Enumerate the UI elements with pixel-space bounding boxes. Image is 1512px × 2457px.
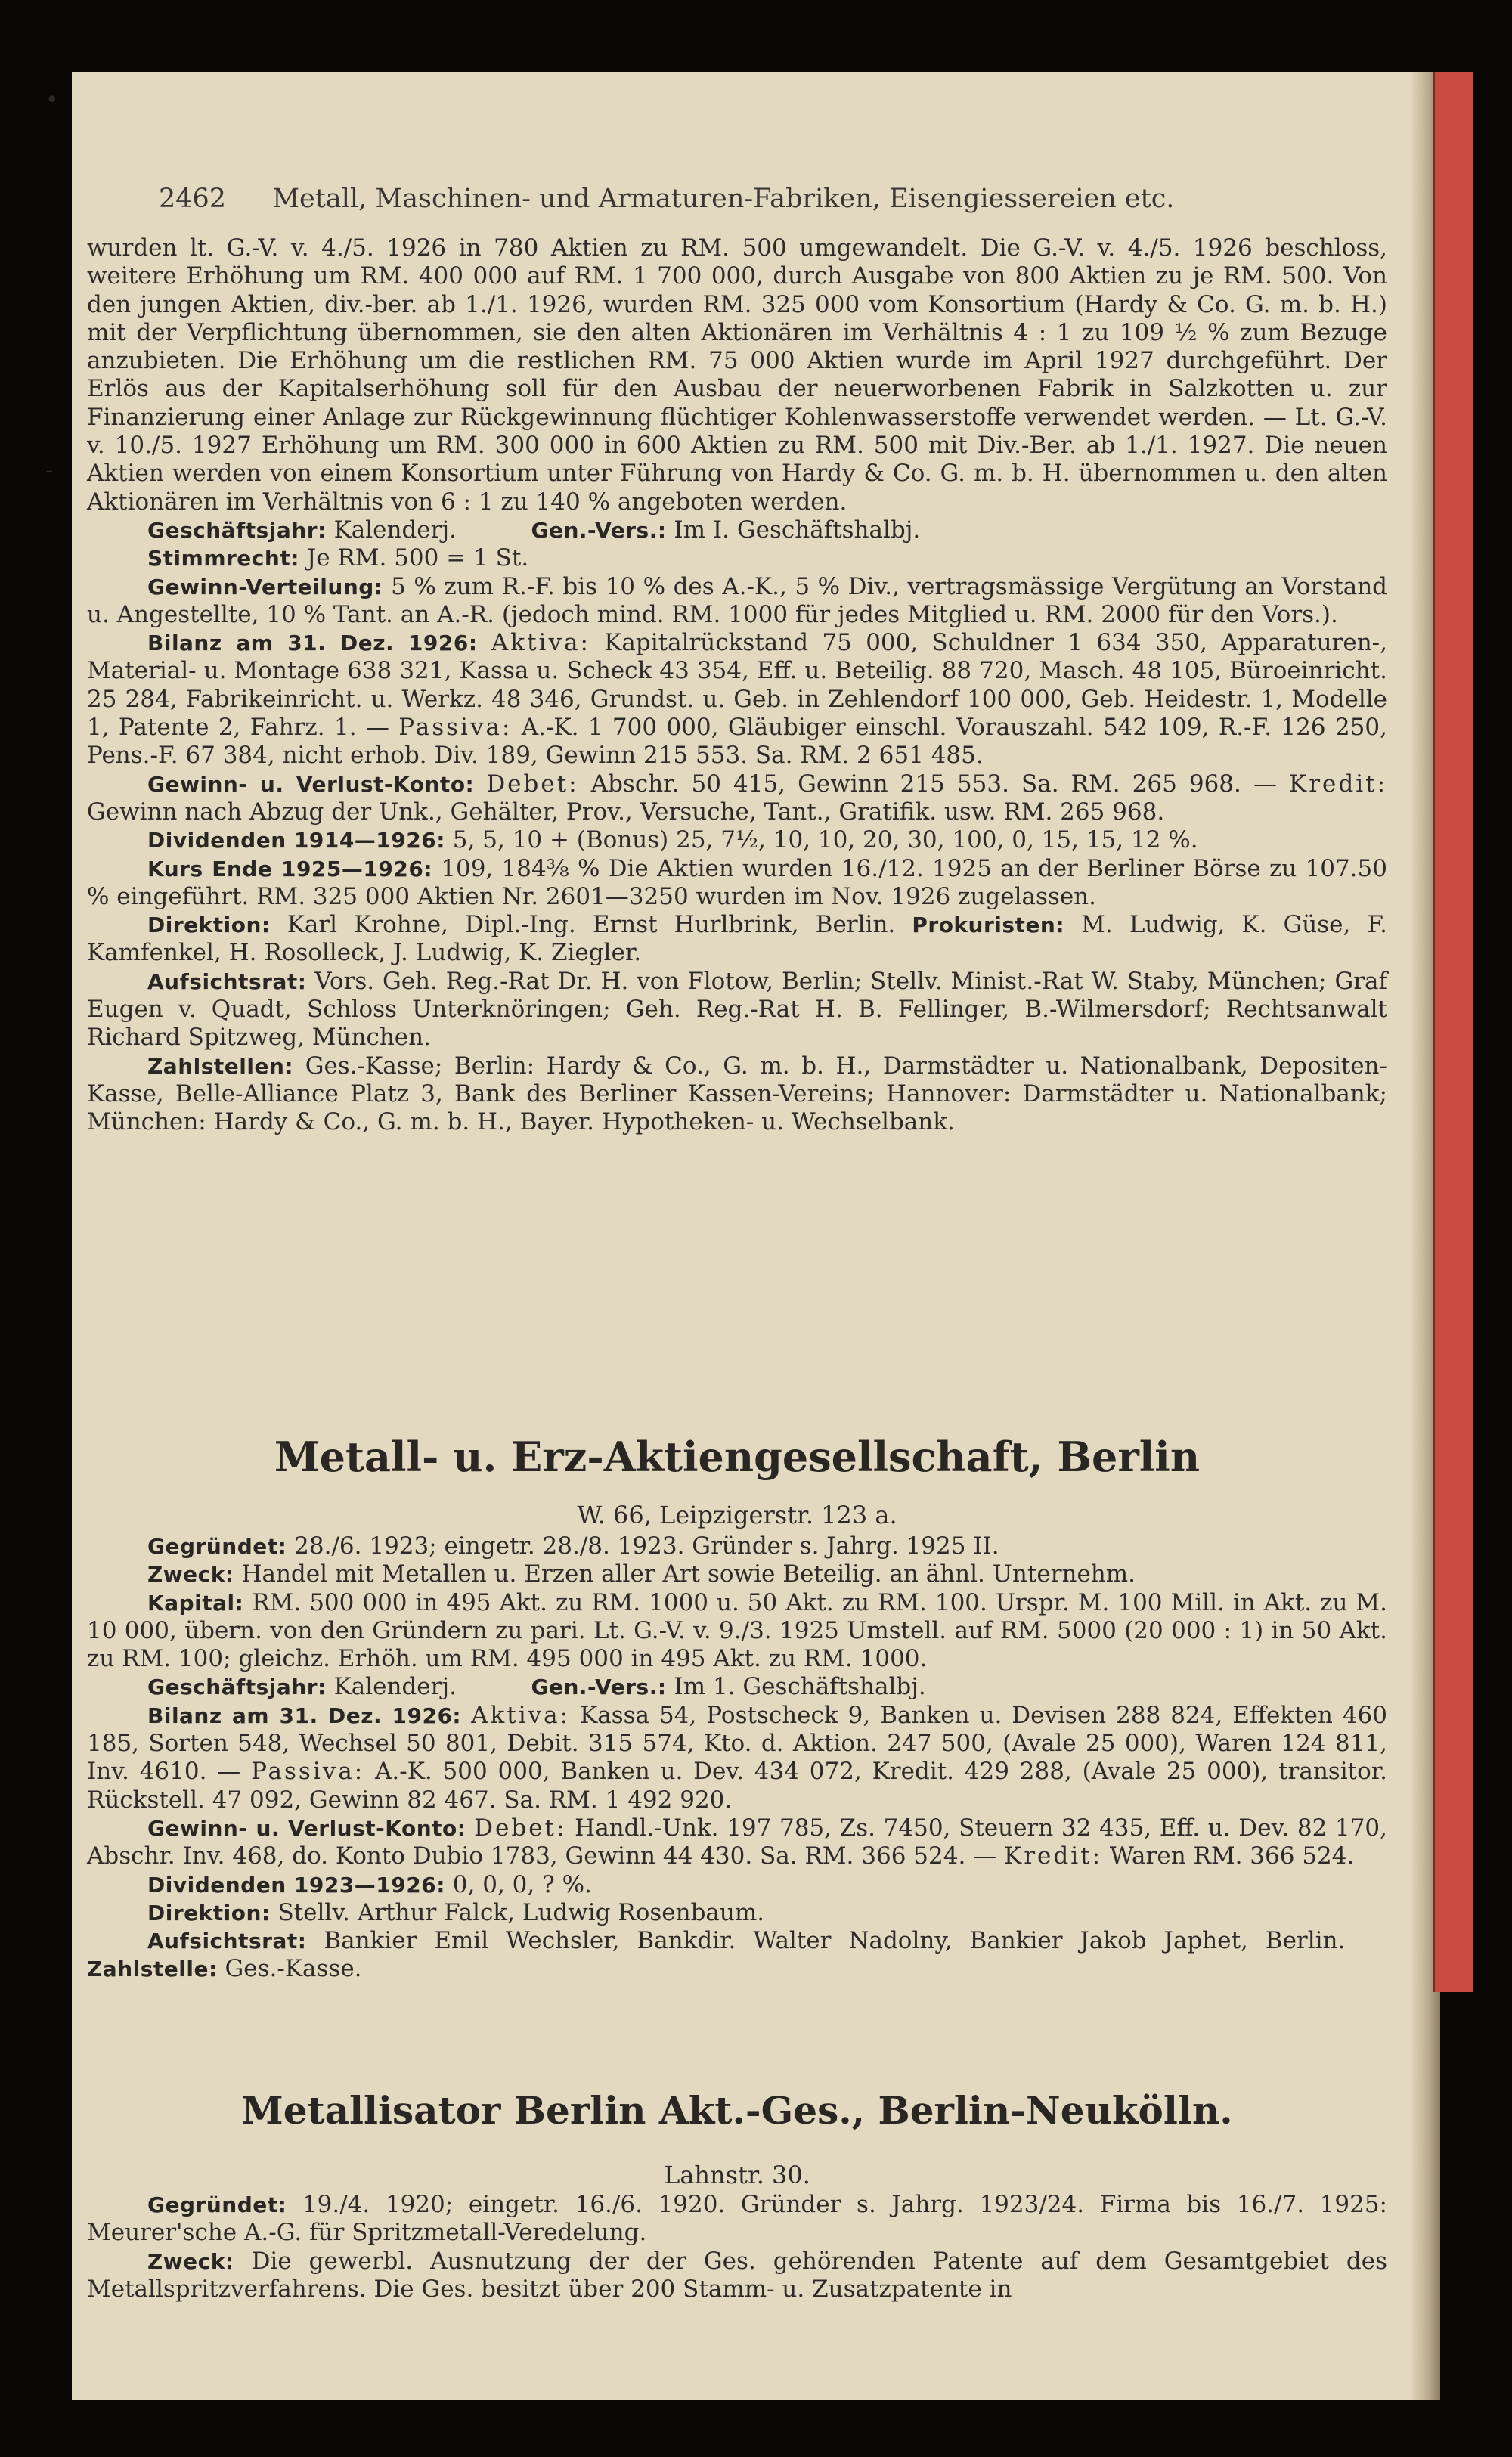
company-address-metallisator: Lahnstr. 30. — [664, 2161, 810, 2189]
red-index-tab — [1433, 72, 1473, 1992]
fiscal-line: Geschäftsjahr: Kalenderj. Gen.-Vers.: Im 1. Geschäftshalbj. — [147, 1673, 926, 1701]
page-number: 2462 — [159, 184, 227, 214]
company-title-metall-erz: Metall- u. Erz-Aktiengesellschaft, Berlin — [274, 1433, 1201, 1481]
capital-paragraph: Kapital: RM. 500 000 in 495 Akt. zu RM. 1000 u. 50 Akt. zu RM. 100. Urspr. M. 100 Mill. in Akt. zu M. 10 000, übern. von den Gründern zu pari. Lt. G.-V. v. 9./3. 1925 Umstell. auf RM. 5000 (20 000 : 1) in 50 Akt. zu RM. 100; gleichz. Erhöh. um RM. 495 000 in 495 Akt. zu RM. 1000. — [87, 1588, 1387, 1673]
company-title-metallisator: Metallisator Berlin Akt.-Ges., Berlin-Neukölln. — [241, 2088, 1233, 2133]
voting-rights-line: Stimmrecht: Je RM. 500 = 1 St. — [147, 544, 529, 572]
balance-sheet-paragraph: Bilanz am 31. Dez. 1926: Aktiva: Kassa 54, Postscheck 9, Banken u. Devisen 288 824, Effekten 460 185, Sorten 548, Wechsel 50 801, Debit. 315 574, Kto. d. Aktion. 247 500, (Avale 25 000), Waren 124 811, Inv. 4610. — Passiva: A.-K. 500 000, Banken u. Dev. 434 072, Kredit. 429 288, (Avale 25 000), transitor. Rückstell. 47 092, Gewinn 82 467. Sa. RM. 1 492 920. — [87, 1701, 1388, 1814]
section-continuation — [87, 234, 1387, 1137]
section-metallisator — [87, 2191, 1387, 2304]
running-title: Metall, Maschinen- und Armaturen-Fabriken, Eisengiessereien etc. — [272, 184, 1175, 214]
management-paragraph: Direktion: Karl Krohne, Dipl.-Ing. Ernst Hurlbrink, Berlin. Prokuristen: M. Ludwig, K. Güse, F. Kamfenkel, H. Rosolleck, J. Ludwig, K. Ziegler. — [87, 911, 1387, 967]
profit-distribution-paragraph: Gewinn-Verteilung: 5 % zum R.-F. bis 10 % des A.-K., 5 % Div., vertragsmässige Vergütung an Vorstand u. Angestellte, 10 % Tant. an A.-R. (jedoch mind. RM. 1000 für jedes Mitglied u. RM. 2000 für den Vors.). — [87, 572, 1388, 628]
supervisory-board-paragraph: Aufsichtsrat: Bankier Emil Wechsler, Bankdir. Walter Nadolny, Bankier Jakob Japhet, Berlin. Zahlstelle: Ges.-Kasse. — [87, 1927, 1346, 1983]
founded-line: Gegründet: 28./6. 1923; eingetr. 28./8. 1923. Gründer s. Jahrg. 1925 II. — [147, 1532, 999, 1560]
purpose-paragraph: Zweck: Die gewerbl. Ausnutzung der der Ges. gehörenden Patente auf dem Gesamtgebiet des Metallspritzverfahrens. Die Ges. besitzt über 200 Stamm- u. Zusatzpatente in — [87, 2247, 1387, 2303]
company-address-metall-erz: W. 66, Leipzigerstr. 123 a. — [577, 1501, 897, 1529]
balance-sheet-paragraph: Bilanz am 31. Dez. 1926: Aktiva: Kapitalrückstand 75 000, Schuldner 1 634 350, Apparaturen-, Material- u. Montage 638 321, Kassa u. Scheck 43 354, Eff. u. Beteilig. 88 720, Masch. 48 105, Büroeinricht. 25 284, Fabrikeinricht. u. Werkz. 48 346, Grundst. u. Geb. in Zehlendorf 100 000, Geb. Heidestr. 1, Modelle 1, Patente 2, Fahrz. 1. — Passiva: A.-K. 1 700 000, Gläubiger einschl. Vorauszahl. 542 109, R.-F. 126 250, Pens.-F. 67 384, nicht erhob. Div. 189, Gewinn 215 553. Sa. RM. 2 651 485. — [87, 629, 1387, 770]
margin-dash-mark: - — [45, 457, 54, 484]
profit-loss-paragraph: Gewinn- u. Verlust-Konto: Debet: Abschr. 50 415, Gewinn 215 553. Sa. RM. 265 968. — Kredit: Gewinn nach Abzug der Unk., Gehälter, Prov., Versuche, Tant., Gratifik. usw. RM. 265 968. — [87, 770, 1388, 826]
purpose-line: Zweck: Handel mit Metallen u. Erzen aller Art sowie Beteilig. an ähnl. Unternehm. — [147, 1560, 1136, 1588]
founded-paragraph: Gegründet: 19./4. 1920; eingetr. 16./6. 1920. Gründer s. Jahrg. 1923/24. Firma bis 16./7. 1925: Meurer'sche A.-G. für Spritzmetall-Veredelung. — [87, 2191, 1387, 2247]
dividends-line: Dividenden 1923—1926: 0, 0, 0, ? %. — [147, 1870, 592, 1898]
supervisory-board-paragraph: Aufsichtsrat: Vors. Geh. Reg.-Rat Dr. H. von Flotow, Berlin; Stellv. Minist.-Rat W. Staby, München; Graf Eugen v. Quadt, Schloss Unterknöringen; Geh. Reg.-Rat H. B. Fellinger, B.-Wilmersdorf; Rechtsanwalt Richard Spitzweg, München. — [87, 967, 1387, 1052]
dividends-line: Dividenden 1914—1926: 5, 5, 10 + (Bonus) 25, 7½, 10, 10, 20, 30, 100, 0, 15, 15, 12 %. — [147, 826, 1198, 854]
running-header — [159, 184, 1368, 214]
paying-agents-paragraph: Zahlstellen: Ges.-Kasse; Berlin: Hardy & Co., G. m. b. H., Darmstädter u. Nationalbank, Depositen-Kasse, Belle-Alliance Platz 3, Bank des Berliner Kassen-Vereins; Hannover: Darmstädter u. Nationalbank; München: Hardy & Co., G. m. b. H., Bayer. Hypotheken- u. Wechselbank. — [87, 1052, 1387, 1136]
profit-loss-paragraph: Gewinn- u. Verlust-Konto: Debet: Handl.-Unk. 197 785, Zs. 7450, Steuern 32 435, Eff. u. Dev. 82 170, Abschr. Inv. 468, do. Konto Dubio 1783, Gewinn 44 430. Sa. RM. 366 524. — Kredit: Waren RM. 366 524. — [87, 1814, 1388, 1870]
fiscal-line: Geschäftsjahr: Kalenderj. Gen.-Vers.: Im I. Geschäftshalbj. — [147, 516, 921, 544]
share-price-paragraph: Kurs Ende 1925—1926: 109, 184⅜ % Die Aktien wurden 16./12. 1925 an der Berliner Börse zu 107.50 % eingeführt. RM. 325 000 Aktien Nr. 2601—3250 wurden im Nov. 1926 zugelassen. — [87, 854, 1387, 910]
management-line: Direktion: Stellv. Arthur Falck, Ludwig Rosenbaum. — [147, 1898, 765, 1926]
section-metall-erz — [87, 1532, 1387, 1984]
margin-dot-mark: • — [45, 87, 59, 113]
capital-history-paragraph: wurden lt. G.-V. v. 4./5. 1926 in 780 Aktien zu RM. 500 umgewandelt. Die G.-V. v. 4./5. 1926 beschloss, weitere Erhöhung um RM. 400 000 auf RM. 1 700 000, durch Ausgabe von 800 Aktien zu je RM. 500. Von den jungen Aktien, div.-ber. ab 1./1. 1926, wurden RM. 325 000 vom Konsortium (Hardy & Co. G. m. b. H.) mit der Verpflichtung übernommen, sie den alten Aktionären im Verhältnis 4 : 1 zu 109 ½ % zum Bezuge anzubieten. Die Erhöhung um die restlichen RM. 75 000 Aktien wurde im April 1927 durchgeführt. Der Erlös aus der Kapitalserhöhung soll für den Ausbau der neuerworbenen Fabrik in Salzkotten u. zur Finanzierung einer Anlage zur Rückgewinnung flüchtiger Kohlenwasserstoffe verwendet werden. — Lt. G.-V. v. 10./5. 1927 Erhöhung um RM. 300 000 in 600 Aktien zu RM. 500 mit Div.-Ber. ab 1./1. 1927. Die neuen Aktien werden von einem Konsortium unter Führung von Hardy & Co. G. m. b. H. übernommen u. den alten Aktionären im Verhältnis von 6 : 1 zu 140 % angeboten werden. — [87, 234, 1387, 516]
